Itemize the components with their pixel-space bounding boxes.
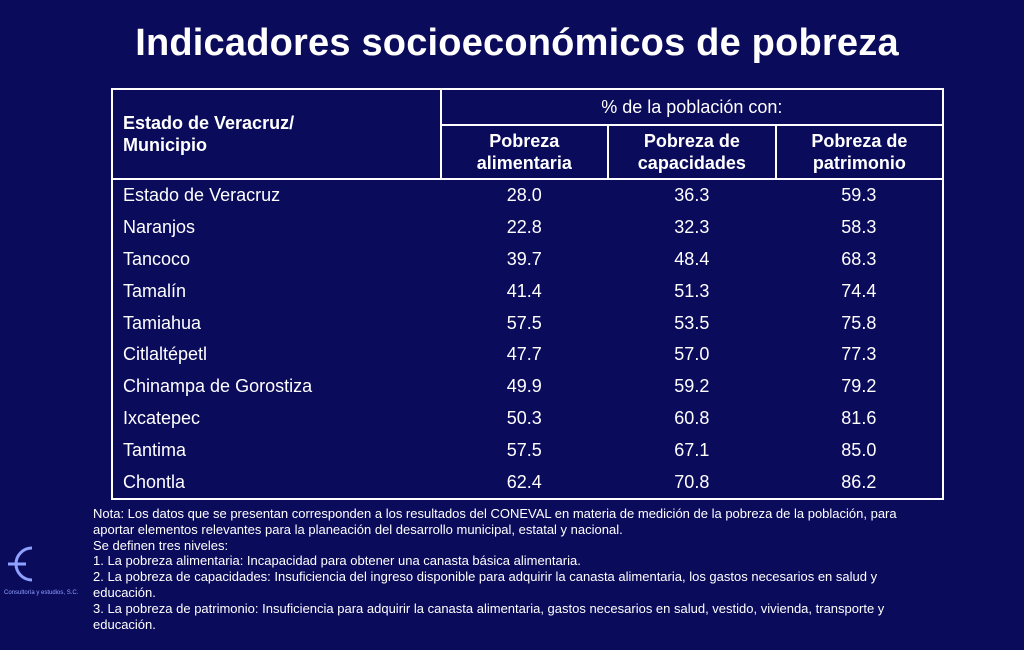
cell-alimentaria: 50.3: [506, 407, 542, 428]
cell-capacidades: 67.1: [674, 439, 710, 460]
cell-capacidades: 53.5: [674, 312, 710, 333]
cell-alimentaria: 47.7: [506, 344, 542, 365]
table-row: [112, 212, 943, 244]
cell-alimentaria: 28.0: [506, 185, 542, 206]
cell-municipio: Estado de Veracruz: [112, 179, 441, 212]
note-line: aportar elementos relevantes para la planeación del desarrollo municipal, estatal y nacional.: [93, 521, 623, 537]
cell-patrimonio: 68.3: [776, 244, 943, 276]
cell-municipio: Tantima: [112, 434, 441, 466]
cell-capacidades: 48.4: [674, 248, 710, 269]
cell-capacidades: 32.3: [674, 217, 710, 238]
cell-patrimonio: 75.8: [776, 307, 943, 339]
cell-alimentaria: 57.5: [506, 439, 542, 460]
footnote: [93, 506, 1003, 632]
table-row: [112, 371, 943, 403]
table-row: [112, 466, 943, 499]
note-line: educación.: [93, 584, 156, 600]
cell-municipio: Citlaltépetl: [112, 339, 441, 371]
cell-capacidades: 60.8: [674, 407, 710, 428]
cell-patrimonio: 85.0: [776, 434, 943, 466]
cell-patrimonio: 74.4: [776, 275, 943, 307]
cell-patrimonio: 58.3: [776, 212, 943, 244]
cell-municipio: Chinampa de Gorostiza: [112, 371, 441, 403]
logo-e-icon: [2, 540, 42, 590]
table-row: [112, 339, 943, 371]
table-row: [112, 179, 943, 212]
cell-capacidades: 57.0: [674, 344, 710, 365]
note-line: Nota: Los datos que se presentan corresponden a los resultados del CONEVAL en materia de medición de la pobreza de la población, para: [93, 506, 897, 521]
header-pobreza-capacidades: Pobreza de capacidades: [608, 125, 776, 179]
cell-alimentaria: 49.9: [506, 376, 542, 397]
note-line: 3. La pobreza de patrimonio: Insuficiencia para adquirir la canasta alimentaria, gastos necesarios en salud, vestido, vivienda, transporte y: [93, 600, 885, 616]
note-line: educación.: [93, 616, 156, 632]
cell-municipio: Naranjos: [112, 212, 441, 244]
cell-municipio: Chontla: [112, 466, 441, 499]
poverty-table: [111, 88, 944, 500]
cell-patrimonio: 59.3: [776, 179, 943, 212]
logo-text: Consultoría y estudios, S.C.: [4, 590, 79, 596]
cell-patrimonio: 79.2: [776, 371, 943, 403]
table-row: [112, 307, 943, 339]
cell-patrimonio: 86.2: [776, 466, 943, 499]
cell-capacidades: 36.3: [674, 185, 710, 206]
cell-patrimonio: 81.6: [776, 403, 943, 435]
cell-capacidades: 51.3: [674, 280, 710, 301]
cell-municipio: Tamiahua: [112, 307, 441, 339]
cell-municipio: Ixcatepec: [112, 403, 441, 435]
note-line: 1. La pobreza alimentaria: Incapacidad para obtener una canasta básica alimentaria.: [93, 553, 581, 569]
header-group: % de la población con:: [441, 89, 943, 125]
note-line: Se definen tres niveles:: [93, 537, 229, 553]
cell-alimentaria: 62.4: [441, 466, 608, 499]
cell-municipio: Tamalín: [112, 275, 441, 307]
header-pobreza-patrimonio: Pobreza de patrimonio: [776, 125, 943, 179]
cell-alimentaria: 41.4: [506, 280, 542, 301]
table-row: [112, 434, 943, 466]
cell-capacidades: 59.2: [674, 376, 710, 397]
header-pobreza-alimentaria: Pobreza alimentaria: [441, 125, 608, 179]
table-row: [112, 403, 943, 435]
cell-alimentaria: 39.7: [506, 248, 542, 269]
table-row: [112, 275, 943, 307]
cell-patrimonio: 77.3: [776, 339, 943, 371]
cell-capacidades: 70.8: [608, 466, 776, 499]
cell-alimentaria: 57.5: [506, 312, 542, 333]
header-municipio: Estado de Veracruz/ Municipio: [112, 89, 441, 179]
page-title: Indicadores socioeconómicos de pobreza: [135, 22, 899, 64]
note-line: 2. La pobreza de capacidades: Insuficiencia del ingreso disponible para adquirir la canasta alimentaria, los gastos necesarios en salud y: [93, 569, 878, 585]
table-row: [112, 244, 943, 276]
cell-alimentaria: 22.8: [506, 217, 542, 238]
cell-municipio: Tancoco: [112, 244, 441, 276]
